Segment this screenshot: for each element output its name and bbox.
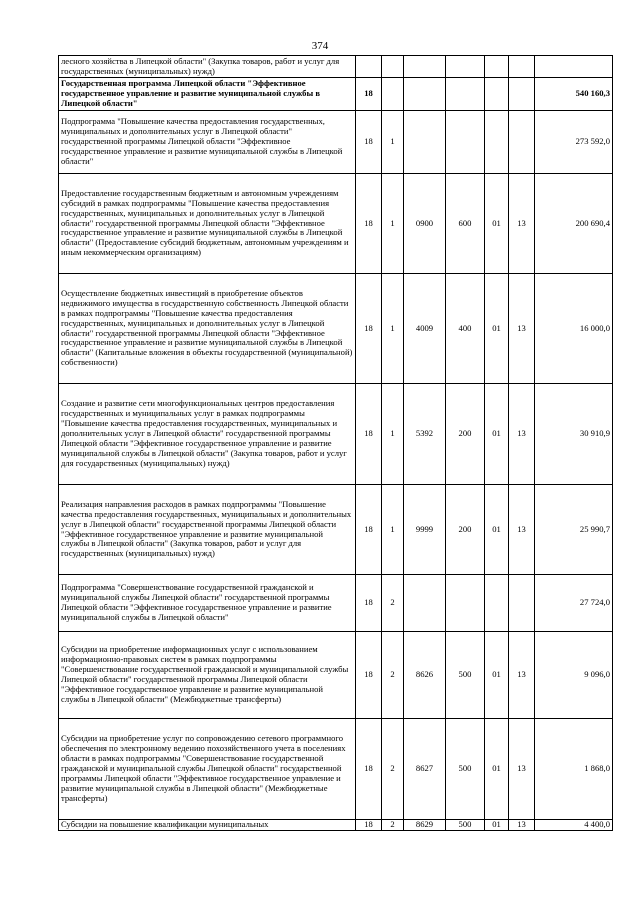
row-code-subsection: 13 bbox=[509, 632, 535, 719]
row-code-subsection: 13 bbox=[509, 174, 535, 274]
row-code-expense-type bbox=[446, 111, 485, 174]
row-code-admin bbox=[356, 56, 382, 78]
row-code-target: 9999 bbox=[404, 485, 446, 575]
row-amount: 273 592,0 bbox=[535, 111, 613, 174]
row-amount bbox=[535, 56, 613, 78]
row-code-admin: 18 bbox=[356, 384, 382, 485]
row-code-subprogram: 1 bbox=[382, 384, 404, 485]
table-row bbox=[59, 384, 613, 485]
row-code-section bbox=[485, 78, 509, 111]
row-code-target: 5392 bbox=[404, 384, 446, 485]
budget-table bbox=[58, 55, 613, 831]
row-code-subprogram: 2 bbox=[382, 820, 404, 831]
row-code-admin: 18 bbox=[356, 719, 382, 820]
row-description: Реализация направления расходов в рамках подпрограммы "Повышение качества предоставления государственных, муниципальных и дополнительных услуг в Липецкой области" государственной программы Липецкой области "Эффективное государственное управление и развитие муниципальной службы в Липецкой области" (Закупка товаров, работ и услуг для государственных (муниципальных) нужд) bbox=[59, 485, 356, 575]
row-code-subprogram: 1 bbox=[382, 174, 404, 274]
row-code-subprogram bbox=[382, 78, 404, 111]
row-code-expense-type: 500 bbox=[446, 719, 485, 820]
row-description: Предоставление государственным бюджетным и автономным учреждениям субсидий в рамках подпрограммы "Повышение качества предоставления государственных, муниципальных и дополнительных услуг в Липецкой области" государственной программы Липецкой области "Эффективное государственное управление и развитие муниципальной службы в Липецкой области" (Предоставление субсидий бюджетным, автономным учреждениям и иным некоммерческим организациям) bbox=[59, 174, 356, 274]
row-code-target: 0900 bbox=[404, 174, 446, 274]
table-row bbox=[59, 485, 613, 575]
row-code-subprogram: 2 bbox=[382, 719, 404, 820]
row-code-expense-type bbox=[446, 56, 485, 78]
row-code-subprogram: 1 bbox=[382, 111, 404, 174]
row-code-subsection: 13 bbox=[509, 719, 535, 820]
row-code-expense-type: 500 bbox=[446, 820, 485, 831]
row-description: Осуществление бюджетных инвестиций в приобретение объектов недвижимого имущества в государственную собственность Липецкой области в рамках подпрограммы "Повышение качества предоставления государственных, муниципальных и дополнительных услуг в Липецкой области" государственной программы Липецкой области "Эффективное государственное управление и развитие муниципальной службы в Липецкой области" (Капитальные вложения в объекты государственной (муниципальной) собственности) bbox=[59, 274, 356, 384]
row-code-subsection bbox=[509, 78, 535, 111]
row-amount: 30 910,9 bbox=[535, 384, 613, 485]
row-code-admin: 18 bbox=[356, 485, 382, 575]
row-code-section: 01 bbox=[485, 485, 509, 575]
row-code-subsection bbox=[509, 575, 535, 632]
row-description: Подпрограмма "Повышение качества предоставления государственных, муниципальных и дополнительных услуг в Липецкой области" государственной программы Липецкой области "Эффективное государственное управление и развитие муниципальной службы в Липецкой области" bbox=[59, 111, 356, 174]
row-code-admin: 18 bbox=[356, 174, 382, 274]
row-code-admin: 18 bbox=[356, 111, 382, 174]
row-code-section bbox=[485, 111, 509, 174]
row-code-expense-type: 500 bbox=[446, 632, 485, 719]
row-code-subprogram bbox=[382, 56, 404, 78]
row-description: Создание и развитие сети многофункциональных центров предоставления государственных и муниципальных услуг в рамках подпрограммы "Повышение качества предоставления государственных, муниципальных и дополнительных услуг в Липецкой области" государственной программы Липецкой области "Эффективное государственное управление и развитие муниципальной службы в Липецкой области" (Закупка товаров, работ и услуг для государственных (муниципальных) нужд) bbox=[59, 384, 356, 485]
row-description: Подпрограмма "Совершенствование государственной гражданской и муниципальной службы Липецкой области" государственной программы Липецкой области "Эффективное государственное управление и развитие муниципальной службы в Липецкой области" bbox=[59, 575, 356, 632]
row-code-expense-type: 600 bbox=[446, 174, 485, 274]
table-row bbox=[59, 820, 613, 831]
row-code-subsection: 13 bbox=[509, 384, 535, 485]
row-code-section bbox=[485, 56, 509, 78]
row-code-subsection: 13 bbox=[509, 274, 535, 384]
row-code-subsection bbox=[509, 111, 535, 174]
row-code-subsection bbox=[509, 56, 535, 78]
row-code-section: 01 bbox=[485, 820, 509, 831]
table-row bbox=[59, 111, 613, 174]
row-code-subprogram: 2 bbox=[382, 632, 404, 719]
row-code-subprogram: 1 bbox=[382, 274, 404, 384]
row-code-expense-type: 200 bbox=[446, 384, 485, 485]
row-code-expense-type: 200 bbox=[446, 485, 485, 575]
row-code-target bbox=[404, 111, 446, 174]
row-code-admin: 18 bbox=[356, 632, 382, 719]
row-amount: 1 868,0 bbox=[535, 719, 613, 820]
row-code-expense-type bbox=[446, 575, 485, 632]
row-code-admin: 18 bbox=[356, 820, 382, 831]
row-code-target: 8626 bbox=[404, 632, 446, 719]
row-code-section bbox=[485, 575, 509, 632]
row-code-section: 01 bbox=[485, 274, 509, 384]
row-code-section: 01 bbox=[485, 632, 509, 719]
table-row bbox=[59, 56, 613, 78]
row-description: Субсидии на приобретение услуг по сопровождению сетевого программного обеспечения по электронному ведению похозяйственного учета в поселениях области в рамках подпрограммы "Совершенствование государственной гражданской и муниципальной службы Липецкой области" государственной программы Липецкой области "Эффективное государственное управление и развитие муниципальной службы в Липецкой области" (Межбюджетные трансферты) bbox=[59, 719, 356, 820]
row-amount: 540 160,3 bbox=[535, 78, 613, 111]
table-row bbox=[59, 174, 613, 274]
page-number: 374 bbox=[311, 40, 329, 52]
row-code-subprogram: 1 bbox=[382, 485, 404, 575]
row-code-expense-type bbox=[446, 78, 485, 111]
row-code-target bbox=[404, 56, 446, 78]
row-amount: 4 400,0 bbox=[535, 820, 613, 831]
table-row bbox=[59, 719, 613, 820]
row-amount: 16 000,0 bbox=[535, 274, 613, 384]
row-description: лесного хозяйства в Липецкой области" (Закупка товаров, работ и услуг для государственных (муниципальных) нужд) bbox=[59, 56, 356, 78]
row-code-expense-type: 400 bbox=[446, 274, 485, 384]
row-code-admin: 18 bbox=[356, 274, 382, 384]
table-row bbox=[59, 274, 613, 384]
row-code-target: 8629 bbox=[404, 820, 446, 831]
row-code-target bbox=[404, 575, 446, 632]
row-amount: 27 724,0 bbox=[535, 575, 613, 632]
row-amount: 200 690,4 bbox=[535, 174, 613, 274]
budget-table-body bbox=[59, 56, 613, 831]
row-code-subsection: 13 bbox=[509, 485, 535, 575]
row-code-target bbox=[404, 78, 446, 111]
row-code-subprogram: 2 bbox=[382, 575, 404, 632]
row-amount: 25 990,7 bbox=[535, 485, 613, 575]
row-code-target: 4009 bbox=[404, 274, 446, 384]
row-code-admin: 18 bbox=[356, 575, 382, 632]
row-code-target: 8627 bbox=[404, 719, 446, 820]
row-code-admin: 18 bbox=[356, 78, 382, 111]
row-code-section: 01 bbox=[485, 174, 509, 274]
table-row bbox=[59, 575, 613, 632]
row-description: Субсидии на повышение квалификации муниципальных bbox=[59, 820, 356, 831]
row-amount: 9 096,0 bbox=[535, 632, 613, 719]
row-code-subsection: 13 bbox=[509, 820, 535, 831]
row-description: Государственная программа Липецкой области "Эффективное государственное управление и развитие муниципальной службы в Липецкой области" bbox=[59, 78, 356, 111]
table-row bbox=[59, 78, 613, 111]
row-code-section: 01 bbox=[485, 719, 509, 820]
row-code-section: 01 bbox=[485, 384, 509, 485]
row-description: Субсидии на приобретение информационных услуг с использованием информационно-правовых систем в рамках подпрограммы "Совершенствование государственной гражданской и муниципальной службы Липецкой области" государственной программы Липецкой области "Эффективное государственное управление и развитие муниципальной службы в Липецкой области" (Межбюджетные трансферты) bbox=[59, 632, 356, 719]
table-row bbox=[59, 632, 613, 719]
